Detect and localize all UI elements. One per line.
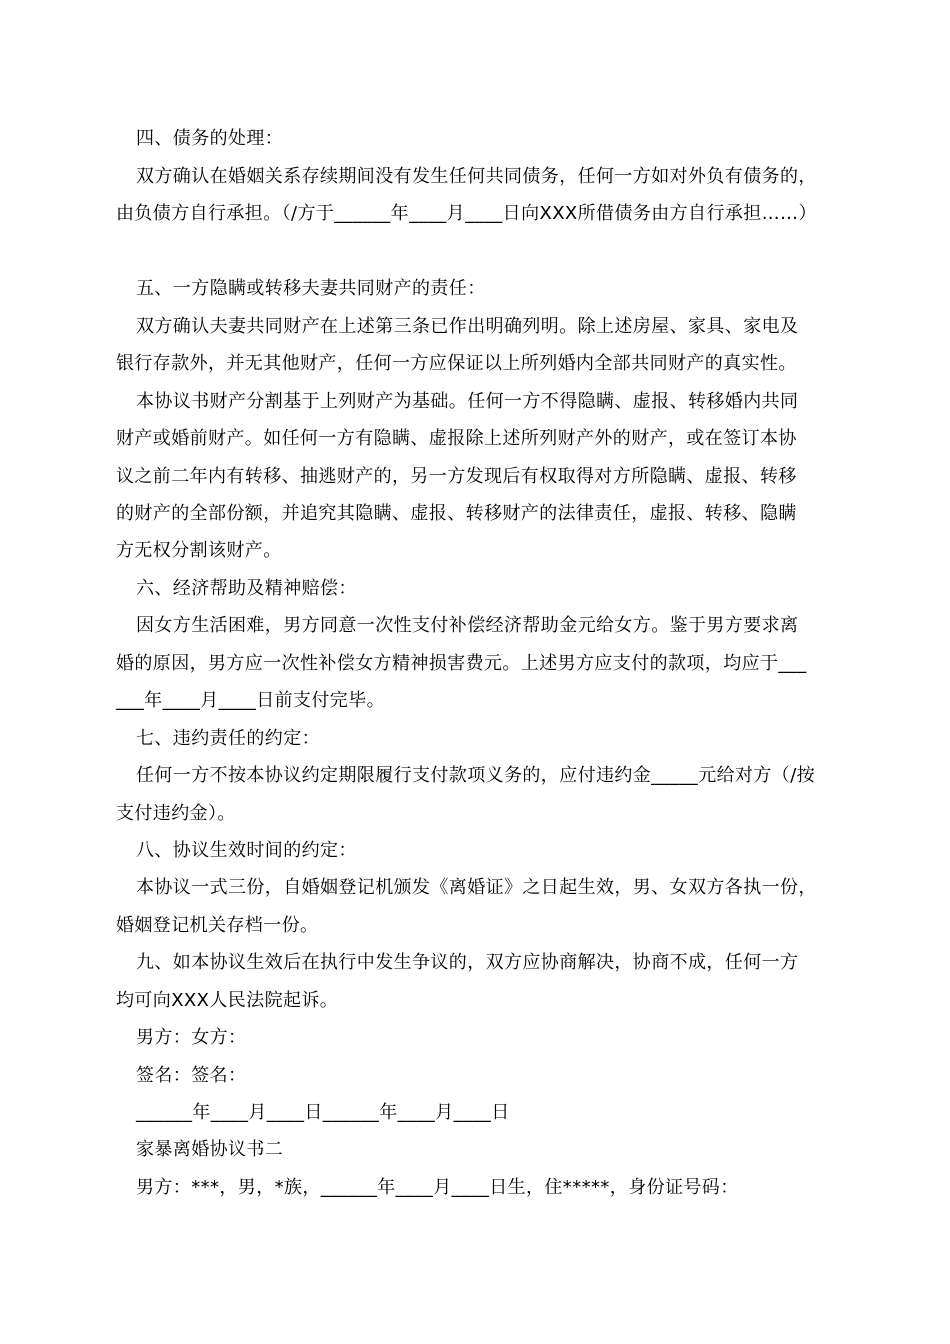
paragraph-line: 财产或婚前财产。如任何一方有隐瞒、虚报除上述所列财产外的财产，或在签订本协	[116, 428, 797, 449]
section-9-heading: 九、如本协议生效后在执行中发生争议的，双方应协商解决，协商不成，任何一方	[136, 952, 799, 973]
parties-label: 男方：女方：	[136, 1027, 247, 1048]
date-blanks: ______年____月____日______年____月____日	[136, 1102, 510, 1123]
paragraph-line: 本协议书财产分割基于上列财产为基础。任何一方不得隐瞒、虚报、转移婚内共同	[136, 391, 799, 412]
paragraph-line: 方无权分割该财产。	[116, 540, 282, 561]
section-7-heading: 七、违约责任的约定：	[136, 728, 320, 749]
paragraph-line: 均可向XXX人民法院起诉。	[116, 990, 339, 1011]
section-5-heading: 五、一方隐瞒或转移夫妻共同财产的责任：	[136, 278, 486, 299]
paragraph-line: 本协议一式三份，自婚姻登记机颁发《离婚证》之日起生效，男、女双方各执一份，	[136, 877, 817, 898]
document-title-2: 家暴离婚协议书二	[136, 1139, 284, 1160]
male-party-info: 男方：***，男，*族，______年____月____日生，住*****，身份证号码：	[136, 1177, 739, 1198]
paragraph-line: 的财产的全部份额，并追究其隐瞒、虚报、转移财产的法律责任，虚报、转移、隐瞒	[116, 503, 797, 524]
section-6-heading: 六、经济帮助及精神赔偿：	[136, 578, 357, 599]
paragraph-line: 任何一方不按本协议约定期限履行支付款项义务的，应付违约金_____元给对方（/按	[136, 765, 816, 786]
paragraph-line: 议之前二年内有转移、抽逃财产的，另一方发现后有权取得对方所隐瞒、虚报、转移	[116, 466, 797, 487]
paragraph-line: ___年____月____日前支付完毕。	[116, 690, 385, 711]
paragraph-line: 婚姻登记机关存档一份。	[116, 915, 319, 936]
paragraph-line: 双方确认夫妻共同财产在上述第三条已作出明确列明。除上述房屋、家具、家电及	[136, 316, 799, 337]
section-8-heading: 八、协议生效时间的约定：	[136, 840, 357, 861]
signature-label: 签名：签名：	[136, 1065, 247, 1086]
paragraph-line: 支付违约金）。	[116, 803, 236, 824]
paragraph-line: 因女方生活困难，男方同意一次性支付补偿经济帮助金元给女方。鉴于男方要求离	[136, 615, 799, 636]
paragraph-line: 由负债方自行承担。（/方于______年____月____日向XXX所借债务由方自行承担……）	[116, 203, 817, 224]
paragraph-line: 双方确认在婚姻关系存续期间没有发生任何共同债务，任何一方如对外负有债务的，	[136, 166, 817, 187]
section-4-heading: 四、债务的处理：	[136, 128, 284, 149]
paragraph-line: 银行存款外，并无其他财产，任何一方应保证以上所列婚内全部共同财产的真实性。	[116, 353, 797, 374]
paragraph-line: 婚的原因，男方应一次性补偿女方精神损害费元。上述男方应支付的款项，均应于___	[116, 653, 807, 674]
